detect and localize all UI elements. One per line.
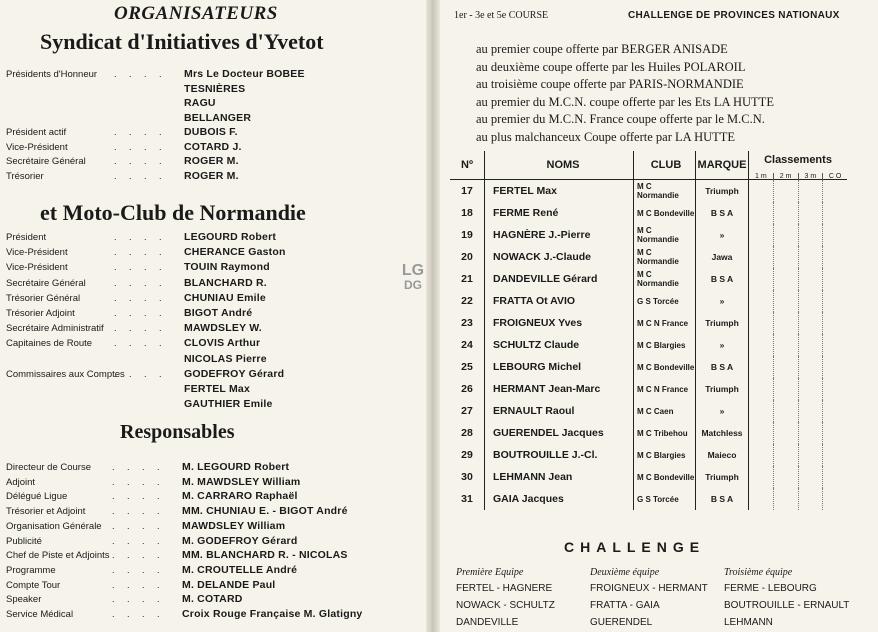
rider-number: 19 <box>461 229 473 241</box>
rider-name: NOWACK J.-Claude <box>485 246 634 268</box>
leader-dots: . . . . <box>114 69 167 79</box>
role-label: Président <box>6 232 47 243</box>
leader-dots: . . . . <box>112 579 165 590</box>
table-row <box>450 268 847 290</box>
person-name: GODEFROY Gérard <box>184 367 285 380</box>
rider-number: 28 <box>461 427 473 439</box>
rider-number: 24 <box>461 339 473 351</box>
role-label: Délégué Ligue <box>6 491 68 503</box>
rider-club: M C Bondeville <box>634 202 696 224</box>
role-label: Capitaines de Route <box>6 338 93 350</box>
role-label: Trésorier Adjoint <box>6 308 75 319</box>
classement-cell <box>773 466 798 488</box>
table-row <box>450 378 847 400</box>
classement-cells <box>749 312 847 334</box>
rider-marque: Jawa <box>696 246 749 268</box>
classement-cell <box>773 378 798 400</box>
classement-cell <box>773 444 798 466</box>
leader-dots: . . . . <box>112 550 165 561</box>
rider-marque: Maieco <box>696 444 749 466</box>
stamp-sub: DG <box>404 278 422 292</box>
rider-club: M C Normandie <box>634 180 696 203</box>
classement-cell <box>749 180 773 202</box>
classement-cell <box>822 246 847 268</box>
role-label: Vice-Président <box>6 247 68 259</box>
leader-dots: . . . . <box>114 247 167 258</box>
classement-cells <box>749 290 847 312</box>
person-name: M. DELANDE Paul <box>182 578 276 591</box>
classement-cell <box>773 268 798 290</box>
person-name: M. GODEFROY Gérard <box>182 534 298 547</box>
col-no: Nº <box>450 151 485 180</box>
person-name: CHERANCE Gaston <box>184 246 286 259</box>
leader-dots: . . . . <box>114 292 167 303</box>
table-row <box>450 488 847 510</box>
classement-cell <box>822 202 847 224</box>
rider-number: 25 <box>461 361 473 373</box>
classement-cell <box>822 378 847 400</box>
classement-cell <box>798 202 823 224</box>
classement-cell <box>798 400 823 422</box>
person-name: BELLANGER <box>184 111 252 124</box>
left-page <box>0 0 426 632</box>
rider-marque: Matchless <box>696 422 749 444</box>
col-club: CLUB <box>634 151 696 180</box>
classement-cell <box>822 356 847 378</box>
table-row <box>450 290 847 312</box>
classement-cell <box>822 466 847 488</box>
classement-cell <box>798 422 823 444</box>
person-name: M. CARRARO Raphaël <box>182 490 298 503</box>
rider-classements <box>749 246 848 268</box>
role-label: Organisation Générale <box>6 520 102 532</box>
leader-dots: . . . . <box>112 594 165 605</box>
role-label: Compte Tour <box>6 579 61 591</box>
person-name: M. MAWDSLEY William <box>182 475 301 488</box>
classement-cells <box>749 268 847 290</box>
col-noms: NOMS <box>485 151 634 180</box>
leader-dots: . . . . <box>112 506 165 517</box>
leader-dots: . . . . <box>114 127 167 137</box>
rider-classements <box>749 356 848 378</box>
rider-classements <box>749 202 848 224</box>
rider-club: M C Normandie <box>634 246 696 268</box>
cup-line: au troisième coupe offerte par PARIS-NORMANDIE <box>476 77 744 91</box>
classement-cell <box>798 224 823 246</box>
classement-subheader: 3 m <box>798 173 823 180</box>
classement-cell <box>822 224 847 246</box>
rider-marque: » <box>696 334 749 356</box>
leader-dots: . . . . <box>114 338 167 349</box>
role-label: Secrétaire Général <box>6 156 86 167</box>
classement-cell <box>773 400 798 422</box>
rider-classements <box>749 466 848 488</box>
classement-cell <box>798 180 823 202</box>
table-row <box>450 202 847 224</box>
classement-cells <box>749 466 847 488</box>
person-name: FERTEL Max <box>184 383 250 395</box>
leader-dots: . . . . <box>112 609 165 619</box>
cup-line: au plus malchanceux Coupe offerte par LA HUTTE <box>476 129 736 144</box>
rider-club: M C Tribehou <box>634 422 696 444</box>
classement-cell <box>749 444 773 466</box>
person-name: CLOVIS Arthur <box>184 337 261 350</box>
team-member: FROIGNEUX - HERMANT <box>590 583 708 594</box>
riders-body <box>450 180 847 511</box>
rider-number: 27 <box>461 405 473 417</box>
leader-dots: . . . . <box>114 141 167 152</box>
role-label: Secrétaire Administratif <box>6 323 104 335</box>
role-label: Présidents d'Honneur <box>6 69 98 80</box>
leader-dots: . . . . <box>114 170 167 181</box>
cup-line: au premier coupe offerte par BERGER ANISADE <box>476 42 728 56</box>
rider-name: FRATTA Ot AVIO <box>485 290 634 312</box>
person-name: Croix Rouge Française M. Glatigny <box>182 608 363 620</box>
person-name: MAWDSLEY W. <box>184 322 262 335</box>
person-name: MM. CHUNIAU E. - BIGOT André <box>182 505 348 518</box>
classement-cell <box>749 356 773 378</box>
leader-dots: . . . . <box>114 368 167 379</box>
library-stamp <box>398 262 428 302</box>
right-page <box>440 0 878 632</box>
leader-dots: . . . . <box>114 232 167 242</box>
table-row <box>450 224 847 246</box>
classement-cell <box>749 334 773 356</box>
team-member: DANDEVILLE <box>456 617 519 628</box>
classement-cell <box>749 400 773 422</box>
classement-cell <box>798 356 823 378</box>
rider-number: 30 <box>461 471 473 483</box>
table-row <box>450 246 847 268</box>
classement-cells <box>749 444 847 466</box>
role-label: Programme <box>6 564 56 576</box>
role-label: Directeur de Course <box>6 462 92 473</box>
classement-cell <box>798 334 823 356</box>
team-member: NOWACK - SCHULTZ <box>456 600 555 611</box>
rider-name: SCHULTZ Claude <box>485 334 634 356</box>
classement-cell <box>749 268 773 290</box>
classement-cell <box>822 268 847 290</box>
role-label: Président actif <box>6 127 67 138</box>
person-name: Mrs Le Docteur BOBEE <box>184 68 305 80</box>
person-name: DUBOIS F. <box>184 126 238 138</box>
classement-cell <box>798 466 823 488</box>
classement-cells <box>749 488 847 510</box>
leader-dots: . . . . <box>114 277 167 288</box>
classement-cell <box>749 422 773 444</box>
rider-name: HAGNÈRE J.-Pierre <box>485 224 634 246</box>
person-name: RAGU <box>184 97 216 109</box>
leader-dots: . . . . <box>112 520 165 531</box>
col-marque: MARQUE <box>696 151 749 180</box>
classement-cell <box>749 466 773 488</box>
classement-cell <box>749 312 773 334</box>
person-name: BIGOT André <box>184 307 253 319</box>
rider-number: 20 <box>461 251 473 263</box>
rider-classements <box>749 444 848 466</box>
classement-subheader: C O <box>822 173 847 180</box>
rider-marque: B S A <box>696 202 749 224</box>
rider-number: 22 <box>461 295 473 307</box>
stamp-letters: LG <box>401 262 425 279</box>
rider-classements <box>749 400 848 422</box>
classement-cell <box>749 488 773 510</box>
classement-cell <box>822 290 847 312</box>
leader-dots: . . . . <box>112 491 165 502</box>
table-row <box>450 400 847 422</box>
role-label: Trésorier et Adjoint <box>6 506 86 518</box>
rider-club: M C Bondeville <box>634 356 696 378</box>
rider-name: FERME René <box>485 202 634 224</box>
role-label: Secrétaire Général <box>6 277 86 289</box>
team-member: FERME - LEBOURG <box>724 583 817 594</box>
rider-club: M C N France <box>634 378 696 400</box>
role-label: Trésorier <box>6 170 44 182</box>
classement-cell <box>773 290 798 312</box>
classements-label: Classements <box>764 154 832 166</box>
rider-name: GAIA Jacques <box>485 488 634 510</box>
cup-line: au deuxième coupe offerte par les Huiles POLAROIL <box>476 59 746 74</box>
classement-subheader: 2 m <box>773 173 798 180</box>
role-label: Service Médical <box>6 609 74 620</box>
classement-cell <box>798 312 823 334</box>
rider-marque: B S A <box>696 268 749 290</box>
rider-club: M C Blargies <box>634 444 696 466</box>
rider-name: ERNAULT Raoul <box>485 400 634 422</box>
team-title: Première Equipe <box>456 567 524 578</box>
rider-number: 29 <box>461 449 473 461</box>
classement-cells <box>749 378 847 400</box>
classement-cell <box>773 202 798 224</box>
rider-club: G S Torcée <box>634 488 696 510</box>
classement-cell <box>773 356 798 378</box>
table-row <box>450 312 847 334</box>
rider-classements <box>749 224 848 246</box>
rider-club: M C Bondeville <box>634 466 696 488</box>
leader-dots: . . . . <box>112 564 165 575</box>
person-name: M. CROUTELLE André <box>182 563 298 576</box>
person-name: MM. BLANCHARD R. - NICOLAS <box>182 549 348 562</box>
rider-marque: Triumph <box>696 378 749 400</box>
rider-club: M C Normandie <box>634 224 696 246</box>
rider-name: GUERENDEL Jacques <box>485 422 634 444</box>
classement-cell <box>773 180 798 202</box>
rider-name: BOUTROUILLE J.-Cl. <box>485 444 634 466</box>
role-label: Commissaires aux Comptes <box>6 368 125 380</box>
rider-number: 17 <box>461 185 473 197</box>
classement-cells <box>749 400 847 422</box>
rider-marque: Triumph <box>696 180 749 203</box>
rider-number: 21 <box>461 273 473 285</box>
rider-marque: Triumph <box>696 312 749 334</box>
role-label: Speaker <box>6 594 42 606</box>
classement-cell <box>798 444 823 466</box>
person-name: TESNIÈRES <box>184 82 246 95</box>
role-label: Trésorier Général <box>6 292 81 304</box>
team-member: FRATTA - GAIA <box>590 600 660 611</box>
classement-cell <box>822 312 847 334</box>
rider-classements <box>749 334 848 356</box>
leader-dots: . . . . <box>112 476 165 487</box>
riders-table <box>450 151 847 510</box>
rider-number: 26 <box>461 383 473 395</box>
classement-cell <box>798 488 823 510</box>
leader-dots: . . . . <box>112 535 165 546</box>
rider-name: LEHMANN Jean <box>485 466 634 488</box>
classement-cell <box>749 378 773 400</box>
classement-cell <box>773 422 798 444</box>
rider-name: HERMANT Jean-Marc <box>485 378 634 400</box>
classement-cell <box>798 268 823 290</box>
person-name: MAWDSLEY William <box>182 519 286 532</box>
classement-cells <box>749 202 847 224</box>
leader-dots: . . . . <box>114 262 167 273</box>
rider-name: LEBOURG Michel <box>485 356 634 378</box>
team-member: LEHMANN <box>724 617 773 628</box>
cup-line: au premier du M.C.N. coupe offerte par les Ets LA HUTTE <box>476 94 774 109</box>
classement-cells <box>749 422 847 444</box>
moto-club-heading: et Moto-Club de Normandie <box>40 200 306 225</box>
table-row <box>450 466 847 488</box>
team-title: Troisième équipe <box>724 567 793 578</box>
person-name: ROGER M. <box>184 169 239 182</box>
team-member: BOUTROUILLE - ERNAULT <box>724 600 850 611</box>
rider-classements <box>749 290 848 312</box>
table-row <box>450 422 847 444</box>
role-label: Adjoint <box>6 476 36 488</box>
challenge-title: CHALLENGE <box>564 539 706 555</box>
classement-cells <box>749 334 847 356</box>
rider-club: M C N France <box>634 312 696 334</box>
rider-classements <box>749 268 848 290</box>
classement-cells <box>749 356 847 378</box>
classement-cell <box>822 488 847 510</box>
rider-marque: B S A <box>696 356 749 378</box>
course-header: 1er - 3e et 5e COURSE <box>454 10 549 21</box>
classement-subheader: 1 m <box>755 173 767 180</box>
organisateurs-heading: ORGANISATEURS <box>114 3 278 24</box>
col-classements <box>749 151 848 180</box>
classement-cell <box>822 400 847 422</box>
person-name: LEGOURD Robert <box>184 231 277 243</box>
role-label: Publicité <box>6 535 42 547</box>
classement-cell <box>798 290 823 312</box>
classement-cell <box>822 444 847 466</box>
classement-cell <box>773 246 798 268</box>
role-label: Chef de Piste et Adjoints <box>6 550 110 562</box>
classement-cell <box>773 334 798 356</box>
classement-cell <box>822 180 847 202</box>
team-member: GUERENDEL <box>590 617 653 628</box>
rider-club: M C Blargies <box>634 334 696 356</box>
classement-cell <box>773 224 798 246</box>
table-row <box>450 356 847 378</box>
rider-classements <box>749 378 848 400</box>
person-name: ROGER M. <box>184 155 239 167</box>
leader-dots: . . . . <box>114 308 167 318</box>
rider-name: FROIGNEUX Yves <box>485 312 634 334</box>
classement-cell <box>822 334 847 356</box>
responsables-heading: Responsables <box>120 421 235 443</box>
rider-classements <box>749 488 848 510</box>
classement-cell <box>773 312 798 334</box>
classement-cell <box>749 202 773 224</box>
person-name: M. LEGOURD Robert <box>182 461 290 473</box>
classement-cell <box>749 290 773 312</box>
classement-cell <box>798 246 823 268</box>
cup-line: au premier du M.C.N. France coupe offerte par le M.C.N. <box>476 112 765 126</box>
rider-marque: Triumph <box>696 466 749 488</box>
table-row <box>450 444 847 466</box>
rider-marque: B S A <box>696 488 749 510</box>
table-row <box>450 180 847 203</box>
rider-club: G S Torcée <box>634 290 696 312</box>
classement-cells <box>749 246 847 268</box>
classement-cell <box>822 422 847 444</box>
rider-number: 31 <box>461 493 473 505</box>
team-member: FERTEL - HAGNERE <box>456 583 553 594</box>
syndicat-heading: Syndicat d'Initiatives d'Yvetot <box>40 29 324 54</box>
challenge-header: CHALLENGE DE PROVINCES NATIONAUX <box>628 10 840 21</box>
leader-dots: . . . . <box>112 462 165 472</box>
rider-classements <box>749 312 848 334</box>
team-title: Deuxième équipe <box>590 567 660 578</box>
leader-dots: . . . . <box>114 323 167 334</box>
classement-cell <box>749 246 773 268</box>
classement-cell <box>773 488 798 510</box>
rider-classements <box>749 422 848 444</box>
person-name: BLANCHARD R. <box>184 276 267 289</box>
rider-number: 23 <box>461 317 473 329</box>
page-fold <box>426 0 440 632</box>
classement-cells <box>749 224 847 246</box>
rider-name: DANDEVILLE Gérard <box>485 268 634 290</box>
person-name: COTARD J. <box>184 140 242 153</box>
rider-name: FERTEL Max <box>485 180 634 203</box>
role-label: Vice-Président <box>6 141 68 153</box>
table-row <box>450 334 847 356</box>
rider-number: 18 <box>461 207 473 219</box>
leader-dots: . . . . <box>114 156 167 166</box>
classement-cell <box>798 378 823 400</box>
role-label: Vice-Président <box>6 262 68 274</box>
rider-marque: » <box>696 400 749 422</box>
classement-cell <box>749 224 773 246</box>
person-name: M. COTARD <box>182 593 243 606</box>
rider-club: M C Caen <box>634 400 696 422</box>
rider-marque: » <box>696 224 749 246</box>
person-name: CHUNIAU Emile <box>184 291 266 304</box>
person-name: TOUIN Raymond <box>184 261 270 274</box>
rider-marque: » <box>696 290 749 312</box>
classement-cells <box>749 180 847 202</box>
rider-club: M C Normandie <box>634 268 696 290</box>
person-name: NICOLAS Pierre <box>184 352 267 365</box>
rider-classements <box>749 180 848 203</box>
person-name: GAUTHIER Emile <box>184 398 273 411</box>
